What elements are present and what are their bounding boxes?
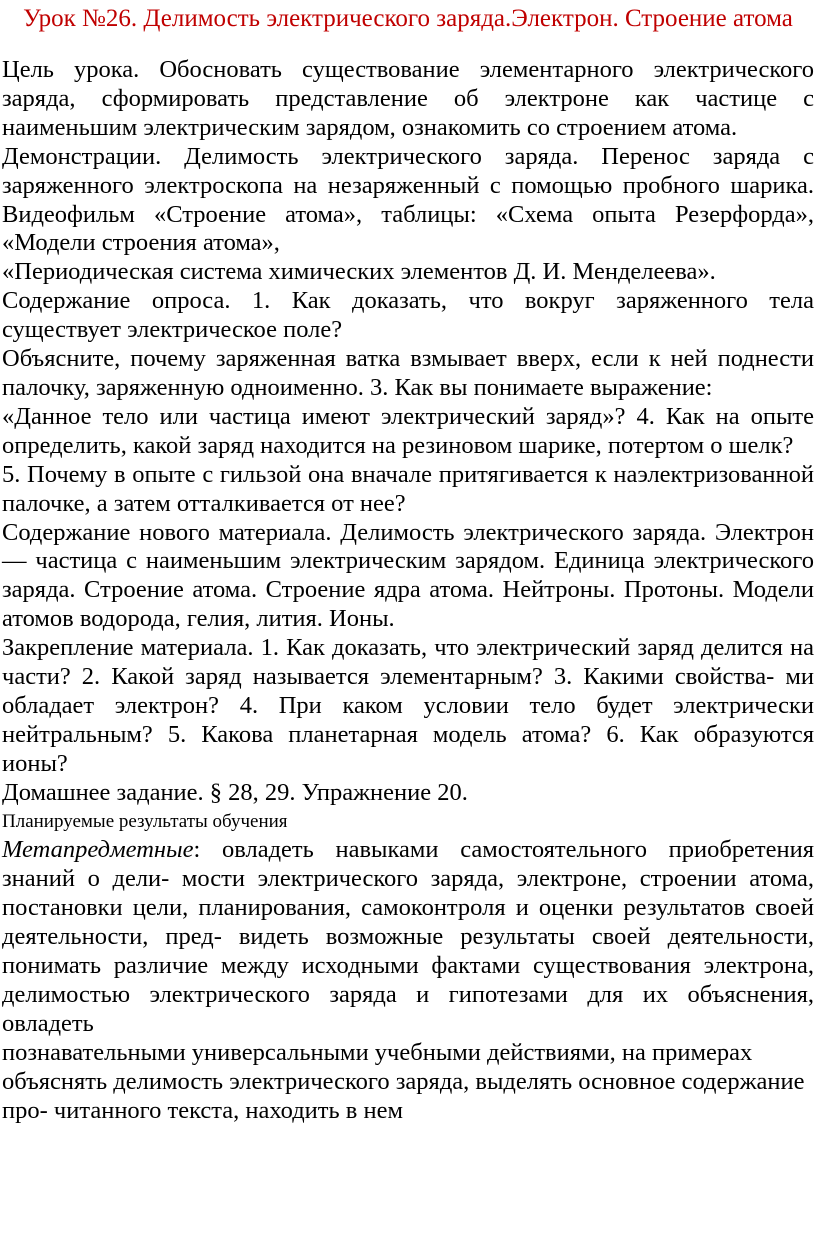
demonstrations-continuation: «Периодическая система химических элементов Д. И. Менделеева». (2, 258, 716, 286)
lesson-title: Урок №26. Делимость электрического заряда.Электрон. Строение атома (23, 5, 793, 32)
metasubject-label: Метапредметные (2, 836, 194, 864)
metasubject-paragraph (2, 836, 814, 1038)
survey-question-5: 5. Почему в опыте с гильзой она вначале притягивается к наэлектризованной палочке, а затем отталкивается от нее? (2, 460, 814, 517)
new-material-paragraph: Содержание нового материала. Делимость электрического заряда. Электрон — частица с наименьшим электрическим зарядом. Единица электрического заряда. Строение атома. Строение ядра атома. Нейтроны. Протоны. Модели атомов водорода, гелия, лития. Ионы. (2, 518, 814, 633)
survey-paragraph: Содержание опроса. 1. Как доказать, что вокруг заряженного тела существует электрическое поле? (2, 287, 814, 344)
survey-question-2: Объясните, почему заряженная ватка взмывает вверх, если к ней поднести палочку, заряженную одноименно. 3. Как вы понимаете выражение: (2, 345, 814, 401)
lesson-goal-paragraph: Цель урока. Обосновать существование элементарного электрического заряда, сформировать представление об электроне как частице с наименьшим электрическим зарядом, ознакомить со строением атома. (2, 56, 814, 141)
planned-results-heading: Планируемые результаты обучения (2, 810, 288, 832)
demonstrations-paragraph: Демонстрации. Делимость электрического заряда. Перенос заряда с заряженного электроскопа на незаряженный с помощью пробного шарика. Видеофильм «Строение атома», таблицы: «Схема опыта Резерфорда», «Модели строения атома», (2, 142, 814, 257)
consolidation-paragraph: Закрепление материала. 1. Как доказать, что электрический заряд делится на части? 2. Какой заряд называется элементарным? 3. Какими свойства- ми обладает электрон? 4. При каком условии тело будет электрически нейтральным? 5. Какова планетарная модель атома? 6. Как образуются ионы? (2, 634, 814, 777)
document-body (2, 56, 814, 1126)
homework-paragraph: Домашнее задание. § 28, 29. Упражнение 20. (2, 778, 468, 806)
metasubject-text: : овладеть навыками самостоятельного приобретения знаний о дели- мости электрического заряда, электроне, строении атома, постановки цели, планирования, самоконтроля и оценки результатов своей деятельности, пред- видеть возможные результаты своей деятельности, понимать различие между исходными фактами существования электрона, делимостью электрического заряда и гипотезами для их объяснения, овладеть (2, 836, 814, 1037)
survey-question-3-4: «Данное тело или частица имеют электрический заряд»? 4. Как на опыте определить, какой заряд находится на резиновом шарике, потертом о шелк? (2, 402, 814, 459)
metasubject-continuation: познавательными универсальными учебными действиями, на примерах объяснять делимость электрического заряда, выделять основное содержание про- читанного текста, находить в нем (2, 1038, 805, 1124)
